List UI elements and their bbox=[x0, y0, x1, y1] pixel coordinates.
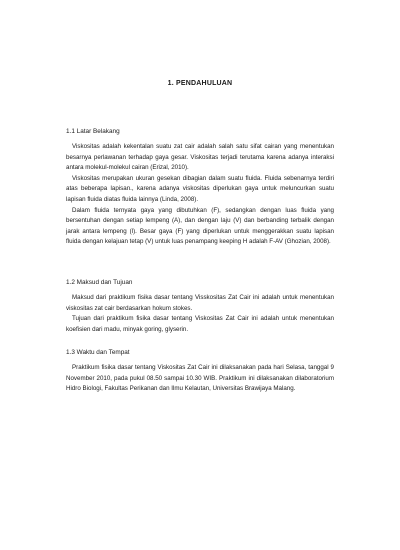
paragraph: Praktikum fisika dasar tentang Viskositas Zat Cair ini dilaksanakan pada hari Selasa, tanggal 9 November 2010, pada pukul 08.50 sampai 10.30 WIB. Praktikum ini dilaksanakan dilaboratorium Hidro Biologi, Fakultas Perikanan dan Ilmu Kelautan, Universitas Brawijaya Malang. bbox=[66, 364, 334, 393]
paragraph: Maksud dari praktikum fisika dasar tentang Visskositas Zat Cair ini adalah untuk menentukan viskositas zat cair berdasarkan hokum stokes. bbox=[66, 294, 334, 312]
paragraph: Tujuan dari praktikum fisika dasar tentang Viskositas Zat Cair ini adalah untuk menentukan koefisien dari madu, minyak goring, glyserin. bbox=[66, 315, 334, 333]
section-heading: 1.1 Latar Belakang bbox=[66, 128, 120, 135]
chapter-title: 1. PENDAHULUAN bbox=[167, 80, 233, 87]
section-heading: 1.2 Maksud dan Tujuan bbox=[66, 279, 133, 286]
section-latar-belakang bbox=[66, 127, 334, 248]
section-waktu-tempat bbox=[66, 348, 334, 395]
section-maksud-tujuan bbox=[66, 278, 334, 335]
section-heading: 1.3 Waktu dan Tempat bbox=[66, 349, 130, 356]
paragraph: Viskositas adalah kekentalan suatu zat cair adalah salah satu sifat cairan yang menentukan besarnya perlawanan terhadap gaya gesar. Viskositas terjadi terutama karena adanya interaksi antara molekul-molekul cairan (Erizal, 2010). bbox=[66, 143, 334, 172]
paragraph: Dalam fluida ternyata gaya yang dibutuhkan (F), sedangkan dengan luas fluida yang bersentuhan dengan setiap lempeng (A), dan dengan laju (V) dan berbanding terbalik dengan jarak antara lempeng (l). Besar gaya (F) yang diperlukan untuk menggerakkan suatu lapisan fluida dengan kelajuan tetap (V) untuk luas penampang keeping H adalah F-AV (Ghozian, 2008). bbox=[66, 206, 334, 246]
paragraph: Viskositas merupakan ukuran gesekan dibagian dalam suatu fluida. Fluida sebenarnya terdiri atas beberapa lapisan., karena adanya viskositas diperlukan gaya untuk meluncurkan suatu lapisan fluida diatas fluida lainnya (Linda, 2008). bbox=[66, 174, 334, 203]
